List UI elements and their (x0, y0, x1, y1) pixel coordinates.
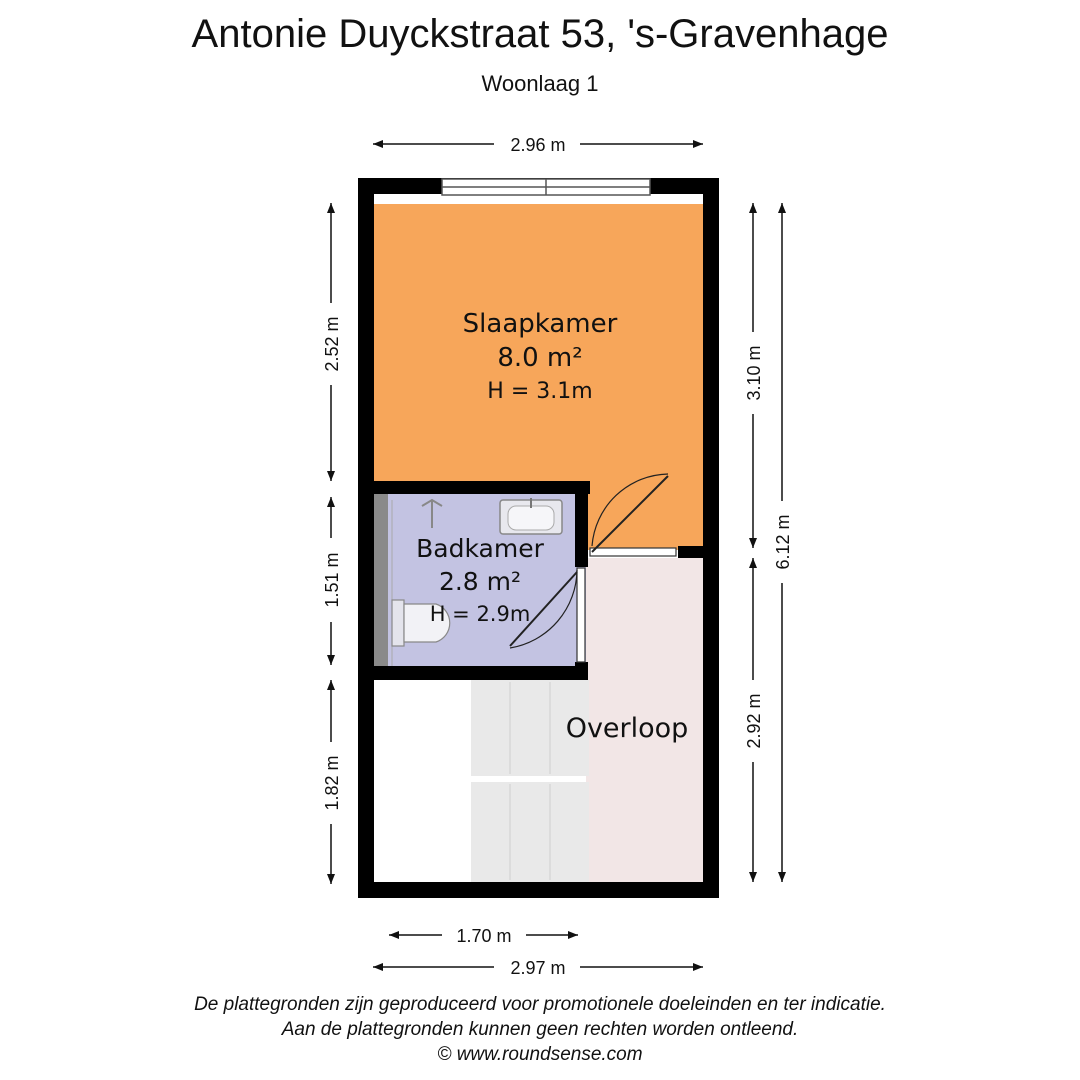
floor-label: Woonlaag 1 (481, 71, 599, 96)
overloop-name: Overloop (565, 713, 689, 744)
dim-bottom-partial-label: 1.70 m (456, 926, 512, 946)
slaapkamer-name: Slaapkamer (462, 309, 618, 339)
dim-left-bottom (322, 680, 342, 884)
washbasin-icon (500, 498, 562, 534)
dim-top-width-label: 2.96 m (510, 135, 566, 155)
badkamer-height: H = 2.9m (429, 602, 531, 626)
dim-right-lower (744, 558, 764, 882)
dim-left-slaapkamer-label: 2.52 m (322, 316, 342, 372)
dim-right-upper-label: 3.10 m (744, 345, 764, 401)
dim-bottom-partial (389, 926, 578, 946)
dim-left-badkamer (322, 497, 342, 665)
copyright-link[interactable]: © www.roundsense.com (437, 1044, 643, 1065)
badkamer-name: Badkamer (416, 534, 544, 563)
slaapkamer-height: H = 3.1m (487, 379, 593, 404)
dim-right-lower-label: 2.92 m (744, 693, 764, 749)
dim-left-slaapkamer (322, 203, 342, 481)
dim-bottom-full (373, 958, 703, 978)
dim-right-total-label: 6.12 m (773, 514, 793, 570)
wall-stub (678, 546, 703, 558)
window-icon (442, 179, 650, 195)
dim-left-bottom-label: 1.82 m (322, 755, 342, 811)
page-title: Antonie Duyckstraat 53, 's-Gravenhage (191, 12, 889, 56)
dim-right-total (773, 203, 793, 882)
dim-right-upper (744, 203, 764, 548)
disclaimer-line-1: De plattegronden zijn geproduceerd voor promotionele doeleinden en ter indicatie. (194, 994, 886, 1015)
slaapkamer-area: 8.0 m² (497, 343, 583, 373)
disclaimer-line-2: Aan de plattegronden kunnen geen rechten worden ontleend. (281, 1019, 799, 1040)
dim-bottom-full-label: 2.97 m (510, 958, 566, 978)
badkamer-area: 2.8 m² (438, 567, 522, 596)
disclaimer (0, 992, 1080, 1067)
dim-top-width (373, 135, 703, 155)
dim-left-badkamer-label: 1.51 m (322, 552, 342, 608)
